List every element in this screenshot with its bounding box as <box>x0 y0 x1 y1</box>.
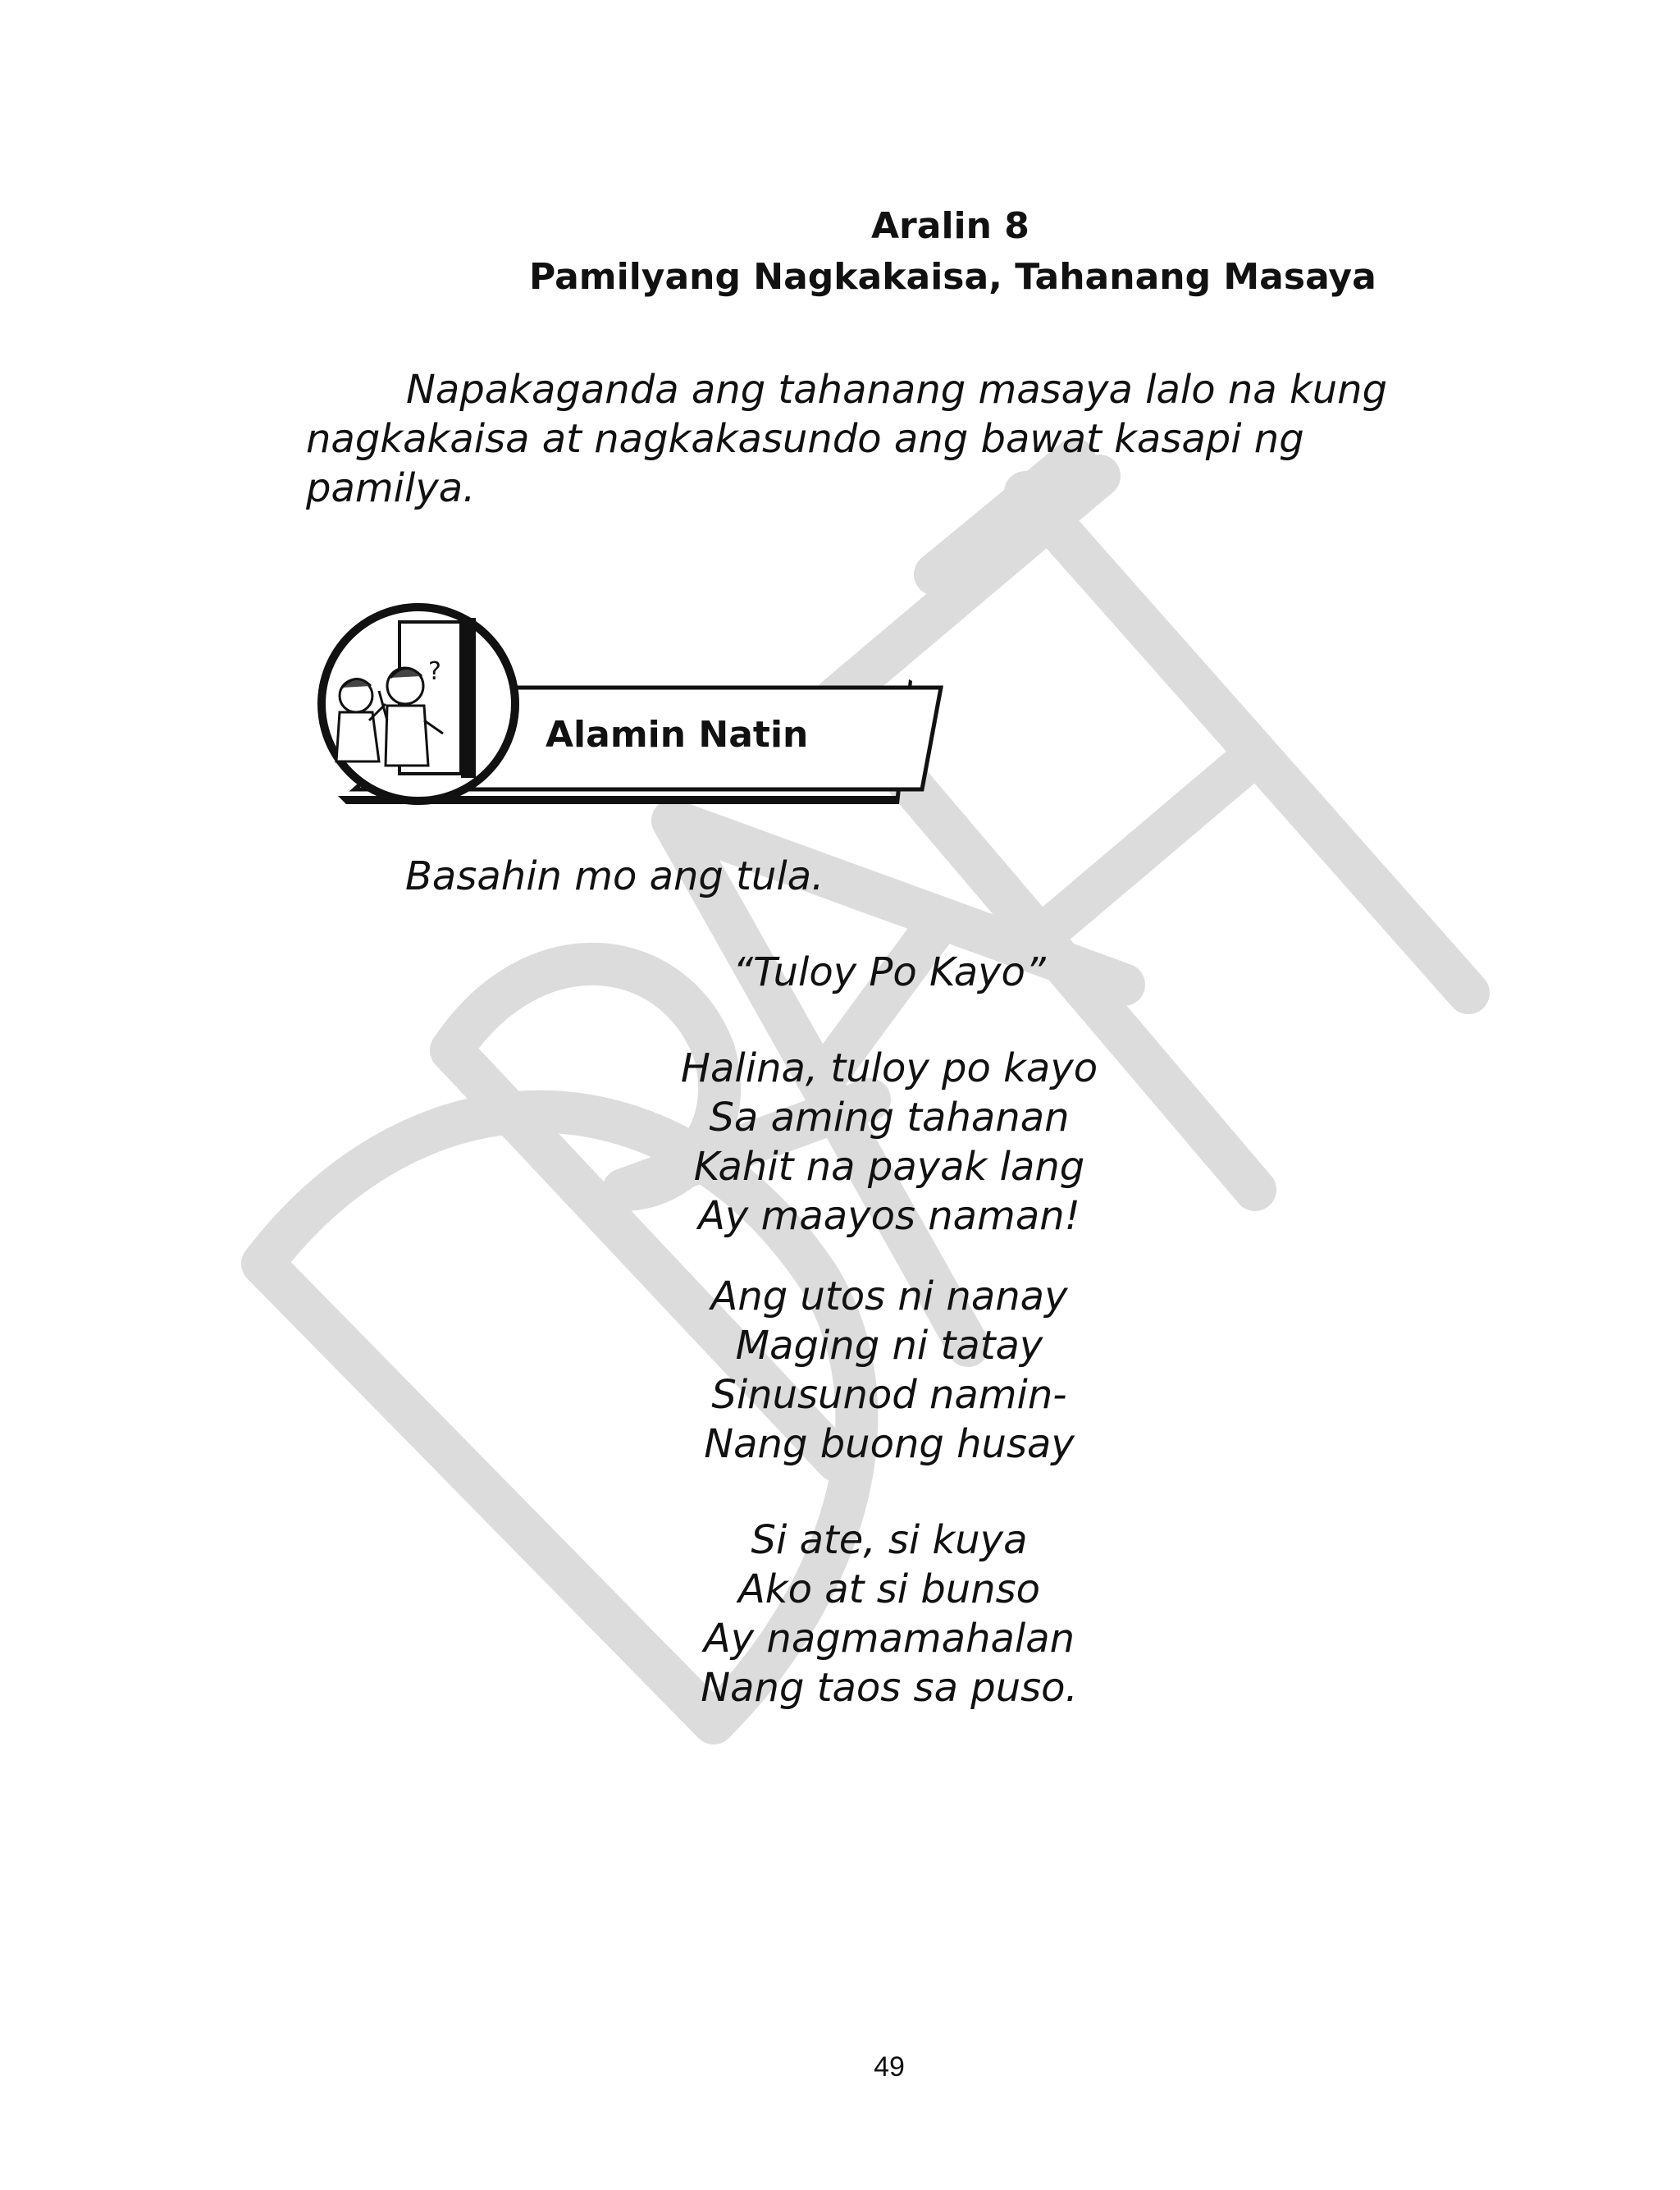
intro-paragraph <box>306 365 1438 513</box>
poem-stanza <box>643 1272 1135 1469</box>
poem-line: Si ate, si kuya <box>751 1517 1028 1563</box>
poem-line: Ay nagmamahalan <box>703 1616 1075 1662</box>
poem-line: Sinusunod namin- <box>711 1372 1067 1418</box>
intro-line: nagkakaisa at nagkakasundo ang bawat kasapi ng <box>306 416 1304 462</box>
poem-line: Nang taos sa puso. <box>701 1665 1078 1711</box>
lesson-number: Aralin 8 <box>871 205 1029 247</box>
instruction-text: Basahin mo ang tula. <box>405 853 824 899</box>
poem-line: Maging ni tatay <box>735 1323 1043 1369</box>
lesson-title: Pamilyang Nagkakaisa, Tahanang Masaya <box>529 256 1376 298</box>
intro-line: Napakaganda ang tahanang masaya lalo na kung <box>406 367 1388 413</box>
poem-line: Ang utos ni nanay <box>710 1273 1068 1319</box>
poem-line: Halina, tuloy po kayo <box>680 1045 1098 1091</box>
poem-line: Sa aming tahanan <box>709 1095 1070 1141</box>
section-label: Alamin Natin <box>546 714 809 756</box>
intro-line: pamilya. <box>306 465 476 511</box>
poem-line: Kahit na payak lang <box>693 1144 1085 1190</box>
poem-line: Ay maayos naman! <box>698 1193 1080 1239</box>
poem-line: Ako at si bunso <box>737 1566 1041 1612</box>
svg-text:?: ? <box>428 657 441 686</box>
poem-title: “Tuloy Po Kayo” <box>733 949 1046 995</box>
poem-stanza <box>643 1044 1135 1241</box>
section-header-graphic <box>305 589 961 811</box>
poem-stanza <box>643 1516 1135 1712</box>
poem-line: Nang buong husay <box>704 1421 1075 1467</box>
page-number: 49 <box>874 2051 905 2083</box>
